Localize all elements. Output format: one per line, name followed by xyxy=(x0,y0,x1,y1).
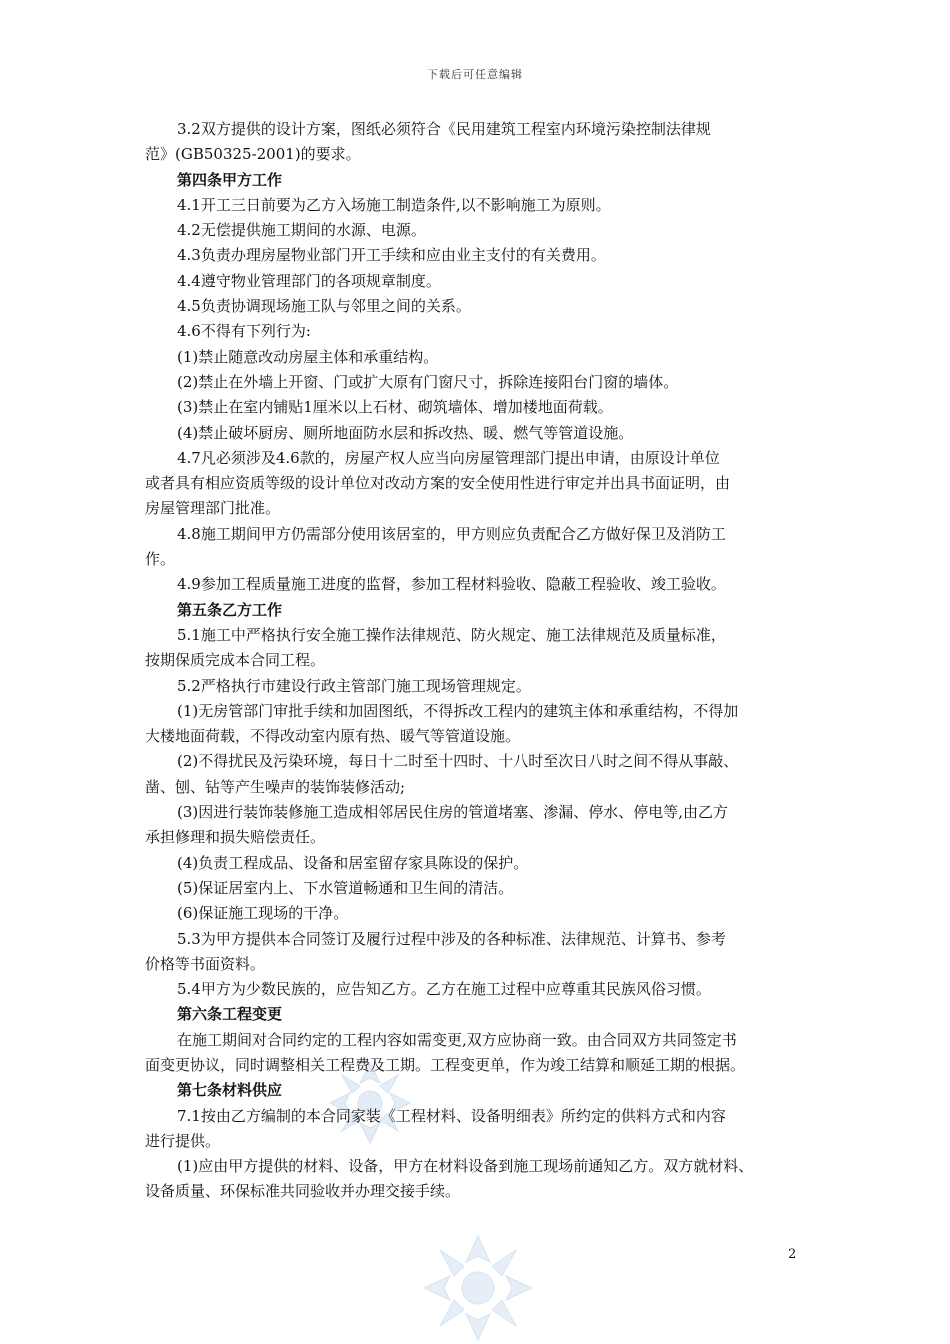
section-heading: 第四条甲方工作 xyxy=(177,170,283,189)
paragraph-line: 4.9参加工程质量施工进度的监督，参加工程材料验收、隐蔽工程验收、竣工验收。 xyxy=(177,575,726,594)
paragraph-line: 承担修理和损失赔偿责任。 xyxy=(145,828,326,847)
paragraph-line: (2)不得扰民及污染环境，每日十二时至十四时、十八时至次日八时之间不得从事敲、 xyxy=(177,752,739,771)
paragraph-line: 4.8施工期间甲方仍需部分使用该居室的，甲方则应负责配合乙方做好保卫及消防工 xyxy=(177,524,726,543)
paragraph-line: (1)禁止随意改动房屋主体和承重结构。 xyxy=(177,347,439,366)
paragraph-line: 3.2双方提供的设计方案，图纸必须符合《民用建筑工程室内环境污染控制法律规 xyxy=(177,120,711,138)
paragraph-line: 5.2严格执行市建设行政主管部门施工现场管理规定。 xyxy=(177,676,531,695)
paragraph-line: 4.4遵守物业管理部门的各项规章制度。 xyxy=(177,271,441,290)
page-header: 下载后可任意编辑 xyxy=(427,68,523,81)
paragraph-line: 4.2无偿提供施工期间的水源、电源。 xyxy=(177,221,426,240)
paragraph-line: (5)保证居室内上、下水管道畅通和卫生间的清洁。 xyxy=(177,878,514,897)
paragraph-line: 4.6不得有下列行为: xyxy=(177,322,311,341)
paragraph-line: 4.3负责办理房屋物业部门开工手续和应由业主支付的有关费用。 xyxy=(177,246,606,265)
paragraph-line: 4.7凡必须涉及4.6款的，房屋产权人应当向房屋管理部门提出申请，由原设计单位 xyxy=(177,448,720,467)
section-heading: 第五条乙方工作 xyxy=(177,600,283,619)
paragraph-line: 4.5负责协调现场施工队与邻里之间的关系。 xyxy=(177,297,471,316)
paragraph-line: 4.1开工三日前要为乙方入场施工制造条件,以不影响施工为原则。 xyxy=(177,195,611,214)
paragraph-line: (3)禁止在室内铺贴1厘米以上石材、砌筑墙体、增加楼地面荷载。 xyxy=(177,398,613,417)
paragraph-line: 5.4甲方为少数民族的，应告知乙方。乙方在施工过程中应尊重其民族风俗习惯。 xyxy=(177,980,711,999)
paragraph-line: 5.3为甲方提供本合同签订及履行过程中涉及的各种标准、法律规范、计算书、参考 xyxy=(177,929,726,948)
paragraph-line: (2)禁止在外墙上开窗、门或扩大原有门窗尺寸，拆除连接阳台门窗的墙体。 xyxy=(177,372,679,391)
paragraph-line: 进行提供。 xyxy=(145,1131,221,1150)
paragraph-line: (1)应由甲方提供的材料、设备，甲方在材料设备到施工现场前通知乙方。双方就材料、 xyxy=(177,1157,754,1176)
paragraph-line: (1)无房管部门审批手续和加固图纸，不得拆改工程内的建筑主体和承重结构，不得加 xyxy=(177,701,739,720)
page-number: 2 xyxy=(788,1247,797,1262)
paragraph-line: 价格等书面资料。 xyxy=(145,954,266,973)
paragraph-line: 5.1施工中严格执行安全施工操作法律规范、防火规定、施工法律规范及质量标准， xyxy=(177,625,726,644)
paragraph-line: 设备质量、环保标准共同验收并办理交接手续。 xyxy=(145,1182,461,1201)
section-heading: 第六条工程变更 xyxy=(177,1005,283,1024)
paragraph-line: 在施工期间对合同约定的工程内容如需变更,双方应协商一致。由合同双方共同签定书 xyxy=(177,1030,737,1049)
paragraph-line: (4)负责工程成品、设备和居室留存家具陈设的保护。 xyxy=(177,853,529,872)
paragraph-line: 7.1按由乙方编制的本合同家装《工程材料、设备明细表》所约定的供料方式和内容 xyxy=(177,1106,726,1125)
paragraph-line: (4)禁止破坏厨房、厕所地面防水层和拆改热、暖、燃气等管道设施。 xyxy=(177,423,634,442)
paragraph-line: 大楼地面荷载，不得改动室内原有热、暖气等管道设施。 xyxy=(145,727,521,746)
paragraph-line: 按期保质完成本合同工程。 xyxy=(145,651,326,670)
paragraph-line: 范》(GB50325-2001)的要求。 xyxy=(145,145,361,164)
section-heading: 第七条材料供应 xyxy=(177,1081,283,1100)
paragraph-line: 作。 xyxy=(145,550,176,569)
snowflake-logo-icon xyxy=(418,1232,538,1344)
document-body xyxy=(145,117,810,1205)
paragraph-line: (6)保证施工现场的干净。 xyxy=(177,904,349,923)
paragraph-line: 房屋管理部门批准。 xyxy=(145,499,281,518)
paragraph-line: 面变更协议，同时调整相关工程费及工期。工程变更单，作为竣工结算和顺延工期的根据。 xyxy=(145,1055,746,1074)
paragraph-line: (3)因进行装饰装修施工造成相邻居民住房的管道堵塞、渗漏、停水、停电等,由乙方 xyxy=(177,803,729,822)
paragraph-line: 或者具有相应资质等级的设计单位对改动方案的安全使用性进行审定并出具书面证明，由 xyxy=(145,474,731,493)
paragraph-line: 凿、刨、钻等产生噪声的装饰装修活动; xyxy=(145,777,406,796)
